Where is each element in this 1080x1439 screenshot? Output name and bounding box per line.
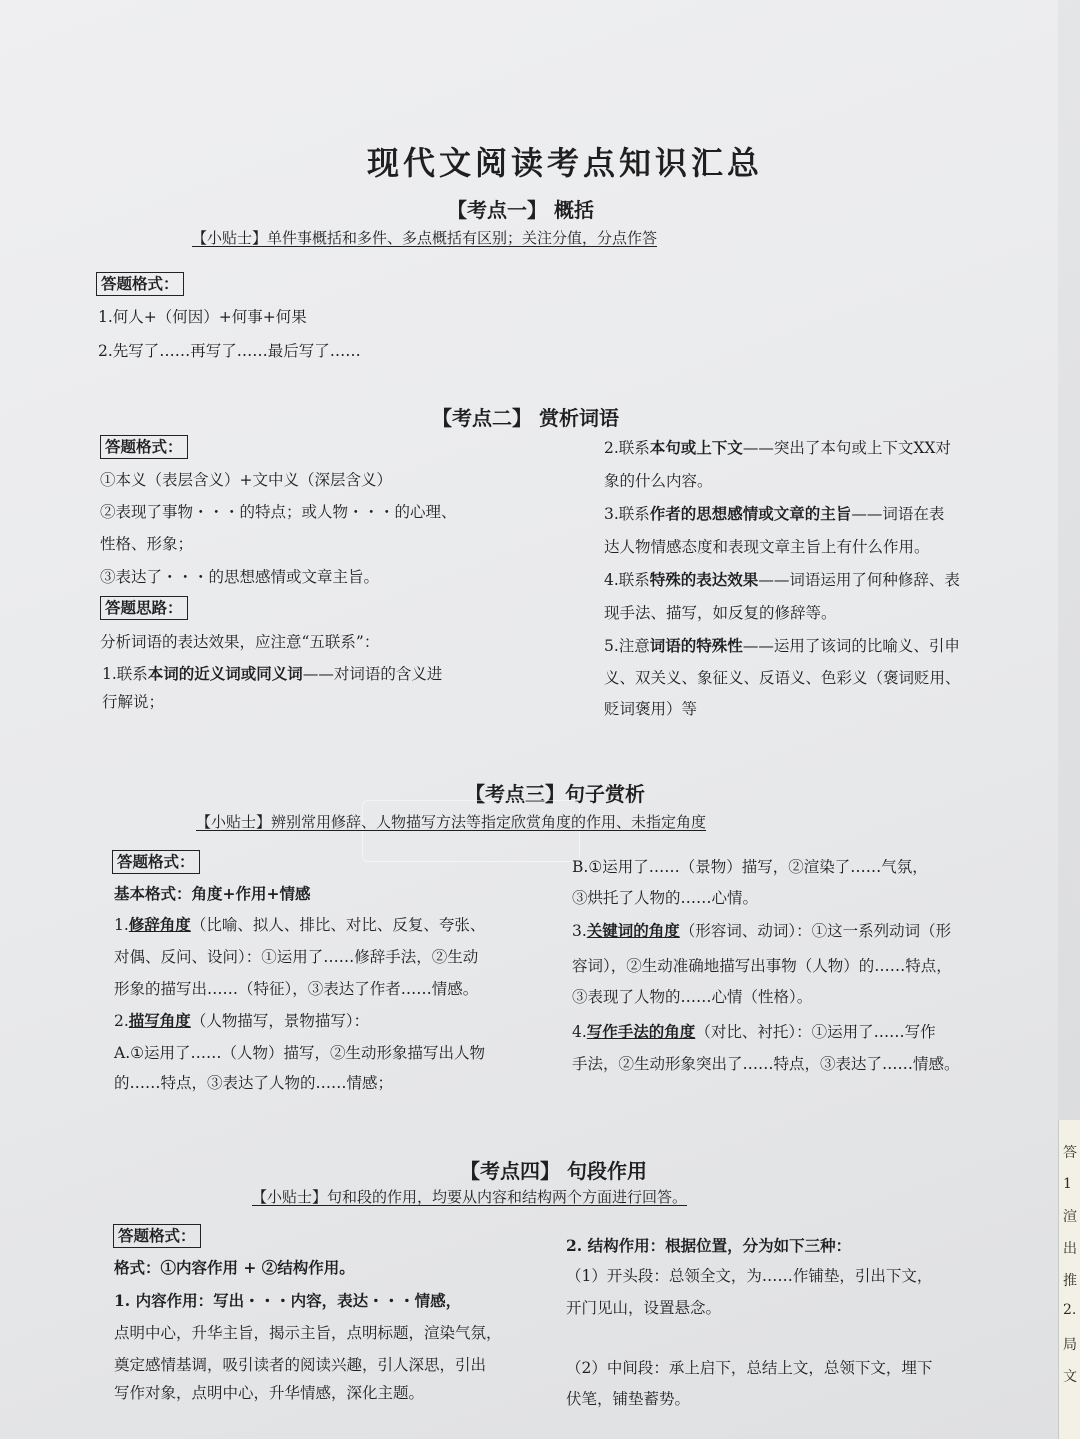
- item-text: （对比、衬托）：①运用了……写作: [695, 1023, 936, 1041]
- item-keyword: 修辞角度: [128, 915, 191, 934]
- point-prefix: 4.联系: [604, 571, 650, 589]
- section-3-tip: 【小贴士】辨别常用修辞、人物描写方法等指定欣赏角度的作用、未指定角度: [196, 813, 707, 831]
- section-3-right-line: ③烘托了人物的……心情。: [572, 889, 759, 907]
- section-2-left-line: ②表现了事物・・・的特点；或人物・・・的心理、: [100, 503, 457, 521]
- section-3-basic-format: 基本格式：角度+作用+情感: [114, 884, 311, 903]
- section-3-item-2-cont: 的……特点，③表达了人物的……情感；: [114, 1074, 394, 1092]
- section-4-content-role: 1. 内容作用：写出・・・内容，表达・・・情感，: [114, 1291, 462, 1310]
- section-4-opening-cont: 开门见山，设置悬念。: [566, 1299, 722, 1317]
- section-3-item-4: [572, 1021, 936, 1043]
- section-3-item-2: [114, 1010, 369, 1032]
- edge-char: 局: [1063, 1337, 1077, 1353]
- point-keyword: 特殊的表达效果: [649, 570, 759, 589]
- edge-char: 文: [1063, 1369, 1077, 1385]
- section-1-heading: 【考点一】 概括: [447, 198, 594, 222]
- section-1-tip: 【小贴士】单件事概括和多件、多点概括有区别；关注分值，分点作答: [192, 229, 658, 247]
- point-keyword: 本句或上下文: [649, 438, 743, 457]
- section-3-item-1-cont: 对偶、反问、设问）：①运用了……修辞手法，②生动: [114, 948, 479, 966]
- section-4-content-line: 奠定感情基调，吸引读者的阅读兴趣，引人深思，引出: [114, 1356, 487, 1374]
- adjacent-page-edge: [1058, 1120, 1080, 1439]
- edge-char: 推: [1063, 1273, 1077, 1289]
- point-prefix: 5.注意: [604, 637, 650, 655]
- section-2-think-label: 答题思路：: [100, 596, 188, 620]
- edge-char: 出: [1063, 1241, 1077, 1257]
- section-2-point-4: [604, 569, 960, 591]
- point-text: ——运用了该词的比喻义、引申: [742, 637, 960, 655]
- item-keyword: 描写角度: [128, 1011, 191, 1030]
- section-3-right-line: B.①运用了……（景物）描写，②渲染了……气氛，: [572, 858, 928, 876]
- section-3-item-1: [114, 914, 485, 936]
- point-prefix: 2.联系: [604, 439, 650, 457]
- section-4-content-line: 点明中心，升华主旨，揭示主旨，点明标题，渲染气氛，: [114, 1324, 502, 1342]
- page-title: 现代文阅读考点知识汇总: [366, 144, 763, 182]
- section-2-point-4-cont: 现手法、描写，如反复的修辞等。: [604, 604, 837, 622]
- section-1-format-label: 答题格式：: [96, 272, 184, 296]
- item-text: （人物描写，景物描写）：: [190, 1012, 370, 1030]
- point-text: ——突出了本句或上下文XX对: [742, 439, 951, 457]
- point-text: ——对词语的含义进: [302, 665, 443, 683]
- item-text: （形容词、动词）：①这一系列动词（形: [679, 922, 952, 940]
- section-2-think-intro: 分析词语的表达效果，应注意“五联系”：: [100, 633, 380, 651]
- item-text: （比喻、拟人、排比、对比、反复、夸张、: [190, 916, 486, 934]
- section-4-middle: （2）中间段：承上启下，总结上文，总领下文，埋下: [566, 1359, 933, 1377]
- item-keyword: 写作手法的角度: [586, 1022, 696, 1041]
- edge-char: 渲: [1063, 1209, 1077, 1225]
- section-2-point-1-cont: 行解说；: [102, 693, 165, 711]
- section-2-heading: 【考点二】 赏析词语: [432, 406, 619, 430]
- item-number: 1.: [114, 916, 129, 934]
- section-3-item-3: [572, 920, 951, 942]
- point-keyword: 本词的近义词或同义词: [147, 664, 303, 683]
- point-keyword: 作者的思想感情或文章的主旨: [649, 504, 852, 523]
- section-3-item-3-cont: 容词），②生动准确地描写出事物（人物）的……特点，: [572, 957, 952, 975]
- point-prefix: 3.联系: [604, 505, 650, 523]
- section-4-content-line: 写作对象，点明中心，升华情感，深化主题。: [114, 1384, 425, 1402]
- section-2-left-line: 性格、形象；: [100, 535, 194, 553]
- section-2-format-label: 答题格式：: [100, 435, 188, 459]
- section-4-structure-role: 2. 结构作用：根据位置，分为如下三种：: [566, 1236, 852, 1255]
- item-number: 2.: [114, 1012, 129, 1030]
- section-2-point-1: [102, 663, 442, 685]
- section-2-point-3: [604, 503, 944, 525]
- edge-char: 2.: [1063, 1302, 1077, 1318]
- point-keyword: 词语的特殊性: [649, 636, 743, 655]
- section-3-item-3-cont: ③表现了人物的……心情（性格）。: [572, 988, 813, 1006]
- section-4-middle-cont: 伏笔，铺垫蓄势。: [566, 1390, 691, 1408]
- section-2-left-line: ③表达了・・・的思想感情或文章主旨。: [100, 568, 380, 586]
- section-2-point-5-cont: 义、双关义、象征义、反语义、色彩义（褒词贬用、: [604, 669, 961, 687]
- item-keyword: 关键词的角度: [586, 921, 680, 940]
- section-3-item-4-cont: 手法，②生动形象突出了……特点，③表达了……情感。: [572, 1055, 960, 1073]
- section-3-item-2-cont: A.①运用了……（人物）描写，②生动形象描写出人物: [114, 1044, 486, 1062]
- point-prefix: 1.联系: [102, 665, 148, 683]
- section-1-line: 2.先写了……再写了……最后写了……: [98, 342, 361, 360]
- section-2-point-3-cont: 达人物情感态度和表现文章主旨上有什么作用。: [604, 538, 930, 556]
- section-4-opening: （1）开头段：总领全文，为……作铺垫，引出下文，: [566, 1267, 933, 1285]
- section-4-format-label: 答题格式：: [113, 1224, 201, 1248]
- section-3-heading: 【考点三】句子赏析: [465, 782, 645, 806]
- point-text: ——词语运用了何种修辞、表: [758, 571, 960, 589]
- edge-char: 答: [1063, 1145, 1077, 1161]
- section-1-line: 1.何人+（何因）+何事+何果: [98, 308, 307, 326]
- item-number: 3.: [572, 922, 587, 940]
- section-2-left-line: ①本义（表层含义）+文中义（深层含义）: [100, 471, 392, 489]
- item-number: 4.: [572, 1023, 587, 1041]
- section-3-item-1-cont: 形象的描写出……（特征），③表达了作者……情感。: [114, 980, 479, 998]
- section-2-point-2: [604, 437, 951, 459]
- edge-char: 1: [1063, 1176, 1072, 1192]
- section-2-point-2-cont: 象的什么内容。: [604, 472, 713, 490]
- section-2-point-5: [604, 635, 960, 657]
- section-2-point-5-cont: 贬词褒用）等: [604, 700, 698, 718]
- section-4-heading: 【考点四】 句段作用: [460, 1159, 647, 1183]
- section-3-format-label: 答题格式：: [112, 850, 200, 874]
- section-4-format: 格式：①内容作用 + ②结构作用。: [114, 1258, 355, 1277]
- point-text: ——词语在表: [851, 505, 945, 523]
- section-4-tip: 【小贴士】句和段的作用，均要从内容和结构两个方面进行回答。: [252, 1188, 688, 1206]
